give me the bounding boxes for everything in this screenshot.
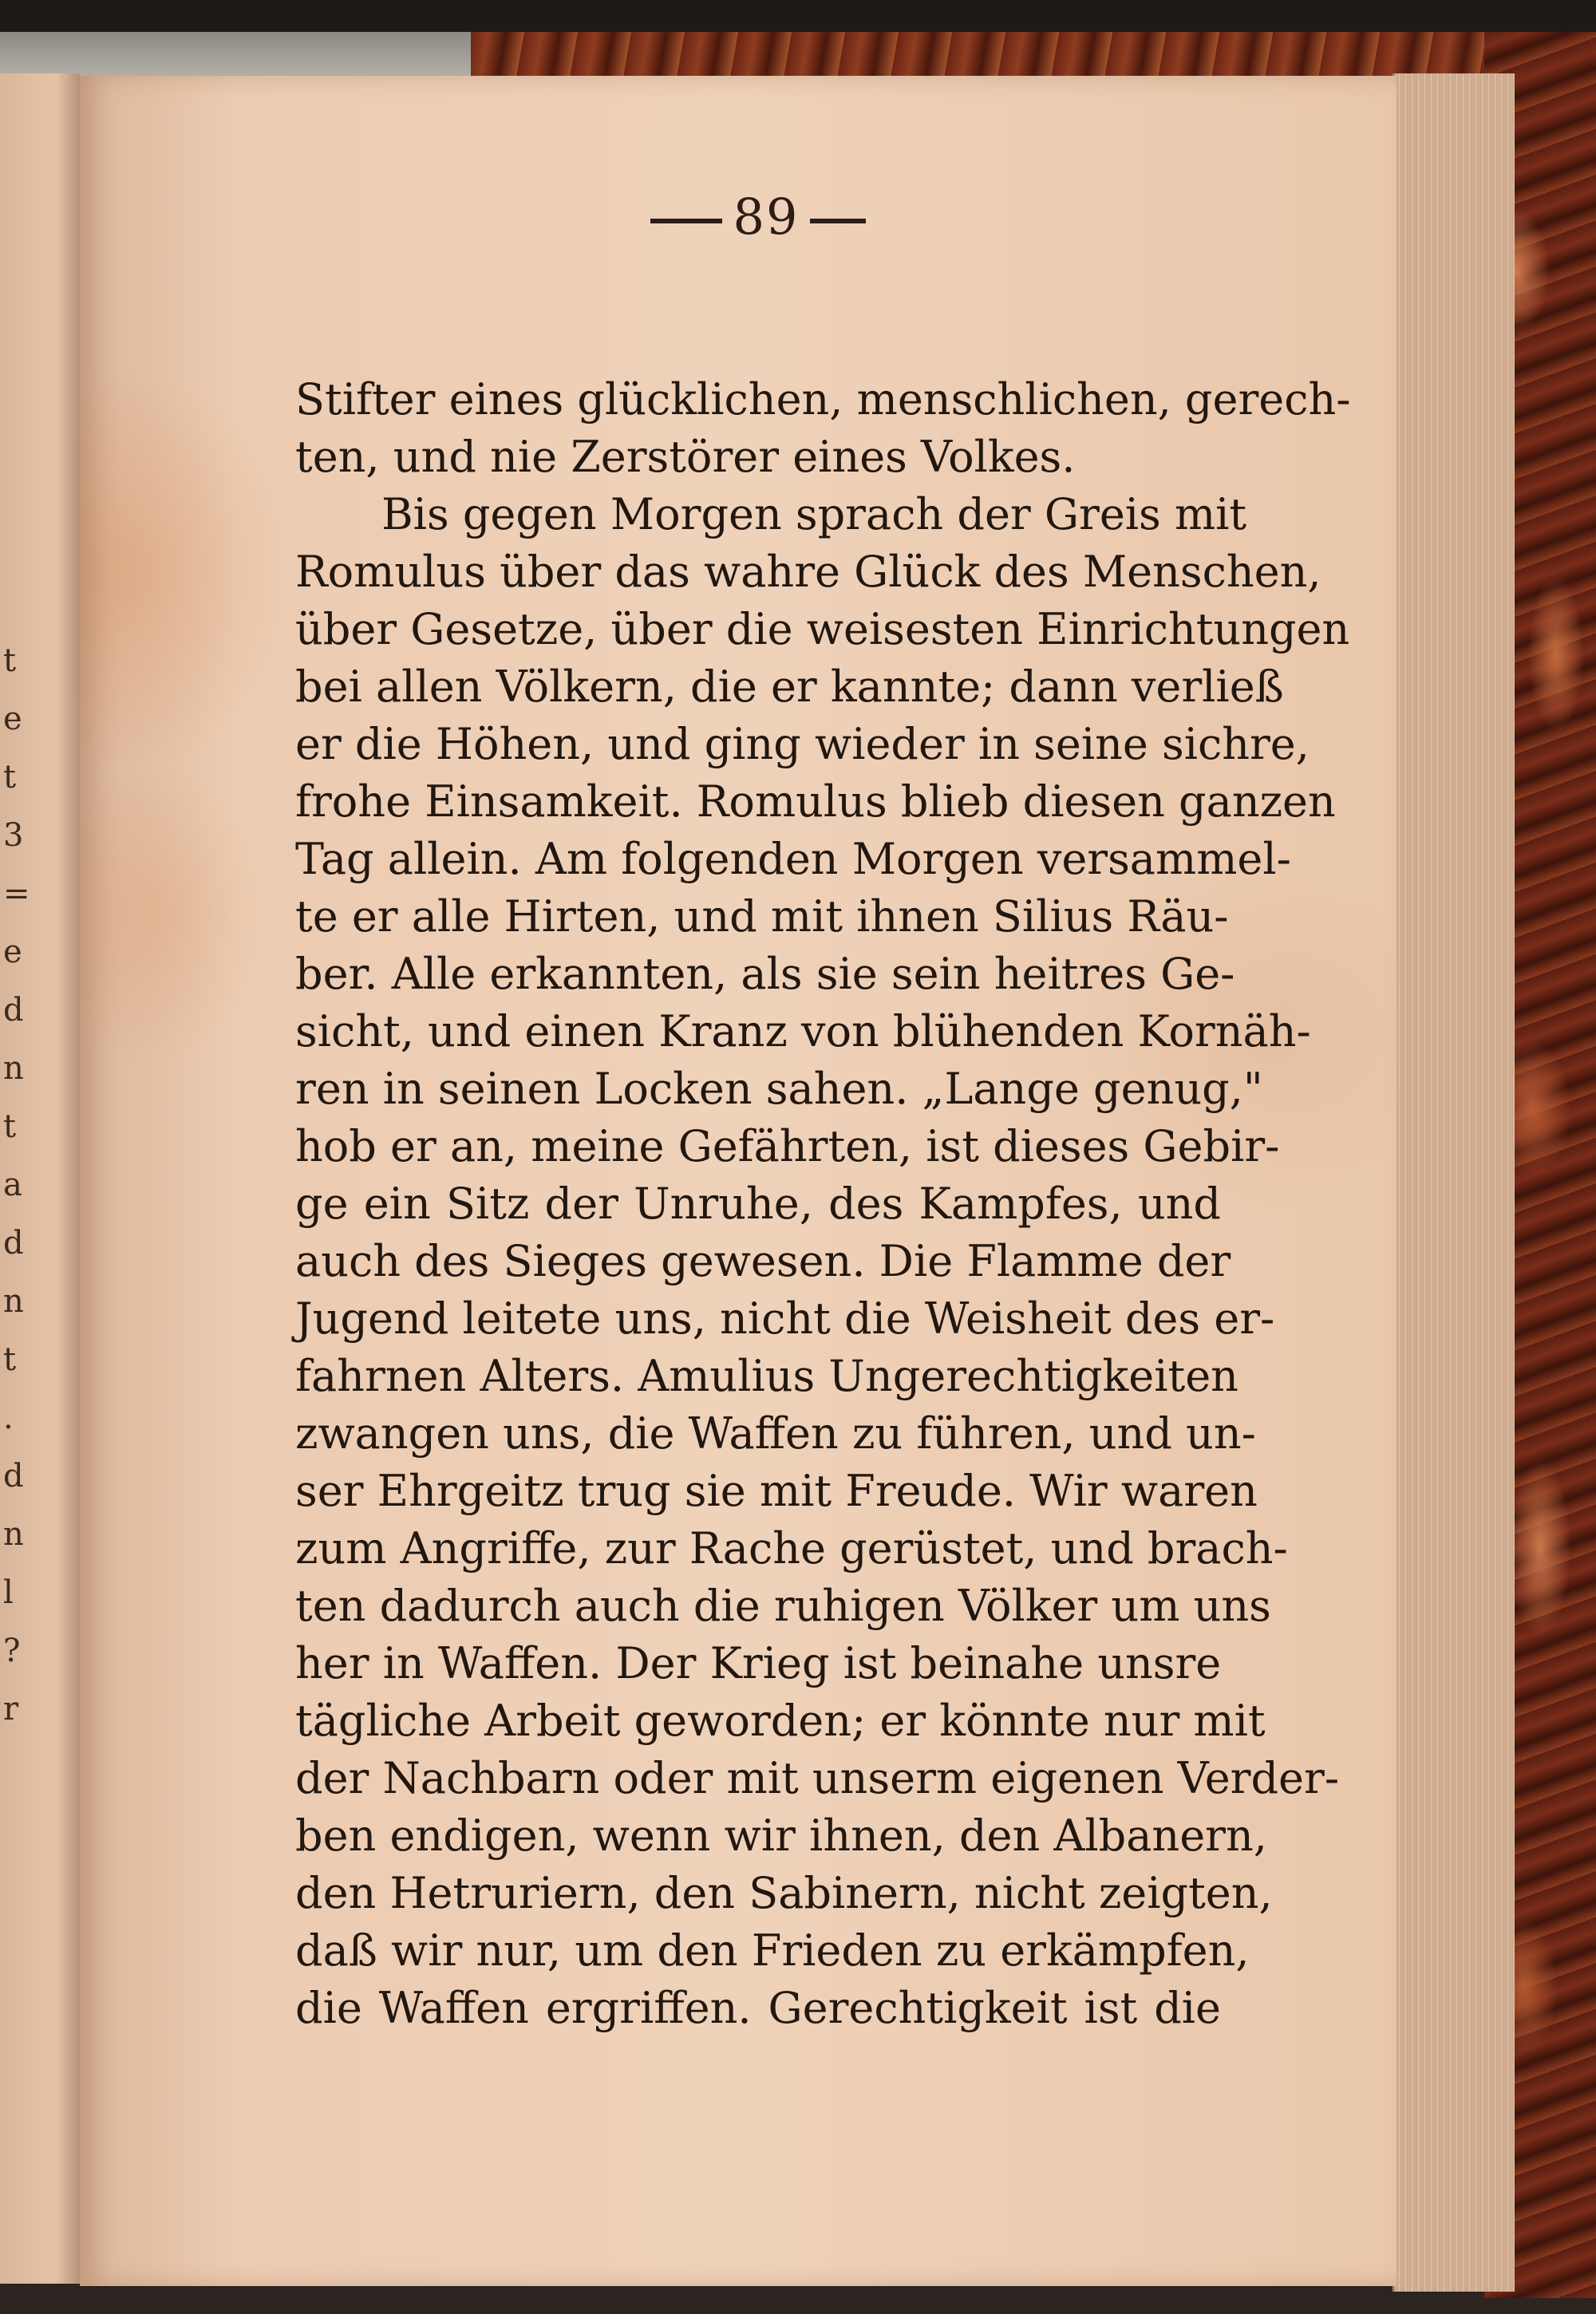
- text-line: Bis gegen Morgen sprach der Greis mit: [381, 489, 1247, 539]
- facing-page-left: [0, 73, 80, 2284]
- text-line: Jugend leitete uns, nicht die Weisheit des er-: [295, 1293, 1275, 1344]
- text-line: hob er an, meine Gefährten, ist dieses Gebir-: [295, 1121, 1280, 1171]
- text-line: ten dadurch auch die ruhigen Völker um uns: [295, 1581, 1271, 1631]
- text-line: te er alle Hirten, und mit ihnen Silius Räu-: [295, 891, 1229, 942]
- text-line: Stifter eines glücklichen, menschlichen, gerech-: [295, 374, 1351, 424]
- marbled-cover-top: [471, 32, 1532, 81]
- text-line: zum Angriffe, zur Rache gerüstet, und brach-: [295, 1523, 1288, 1574]
- text-line: den Hetruriern, den Sabinern, nicht zeigten,: [295, 1868, 1273, 1918]
- text-line: er die Höhen, und ging wieder in seine sichre,: [295, 719, 1310, 769]
- text-line: tägliche Arbeit geworden; er könnte nur mit: [295, 1696, 1266, 1746]
- text-line: sicht, und einen Kranz von blühenden Kornäh-: [295, 1006, 1311, 1056]
- page-stack-edge: [1393, 73, 1515, 2292]
- book-page: [80, 76, 1396, 2286]
- text-line: fahrnen Alters. Amulius Ungerechtigkeiten: [295, 1351, 1238, 1401]
- text-line: Tag allein. Am folgenden Morgen versammel-: [295, 834, 1291, 884]
- text-line: ser Ehrgeitz trug sie mit Freude. Wir waren: [295, 1466, 1258, 1516]
- text-line: bei allen Völkern, die er kannte; dann verließ: [295, 661, 1284, 712]
- text-line: die Waffen ergriffen. Gerechtigkeit ist die: [295, 1983, 1221, 2033]
- text-line: der Nachbarn oder mit unserm eigenen Verder-: [295, 1753, 1340, 1803]
- text-line: ge ein Sitz der Unruhe, des Kampfes, und: [295, 1179, 1221, 1229]
- body-text: [295, 371, 1351, 2063]
- text-line: daß wir nur, um den Frieden zu erkämpfen,: [295, 1925, 1250, 1976]
- page-number-dash-right: [810, 219, 866, 223]
- text-line: frohe Einsamkeit. Romulus blieb diesen ganzen: [295, 776, 1336, 827]
- page-number-dash-left: [650, 219, 722, 223]
- text-line: ber. Alle erkannten, als sie sein heitres Ge-: [295, 949, 1235, 999]
- text-line: auch des Sieges gewesen. Die Flamme der: [295, 1236, 1231, 1286]
- text-line: her in Waffen. Der Krieg ist beinahe unsre: [295, 1638, 1222, 1688]
- facing-page-text-fragments: t e t 3 = e d n t a d n t . d n l ? r: [3, 642, 30, 1728]
- text-line: zwangen uns, die Waffen zu führen, und un-: [295, 1408, 1256, 1459]
- page-number-value: 89: [733, 188, 800, 246]
- text-line: ren in seinen Locken sahen. „Lange genug,": [295, 1064, 1263, 1114]
- text-line: Romulus über das wahre Glück des Menschen,: [295, 547, 1321, 597]
- text-line: ten, und nie Zerstörer eines Volkes.: [295, 432, 1076, 482]
- page-number: [638, 188, 878, 267]
- text-line: ben endigen, wenn wir ihnen, den Albanern,: [295, 1811, 1267, 1861]
- text-line: über Gesetze, über die weisesten Einrichtungen: [295, 604, 1350, 654]
